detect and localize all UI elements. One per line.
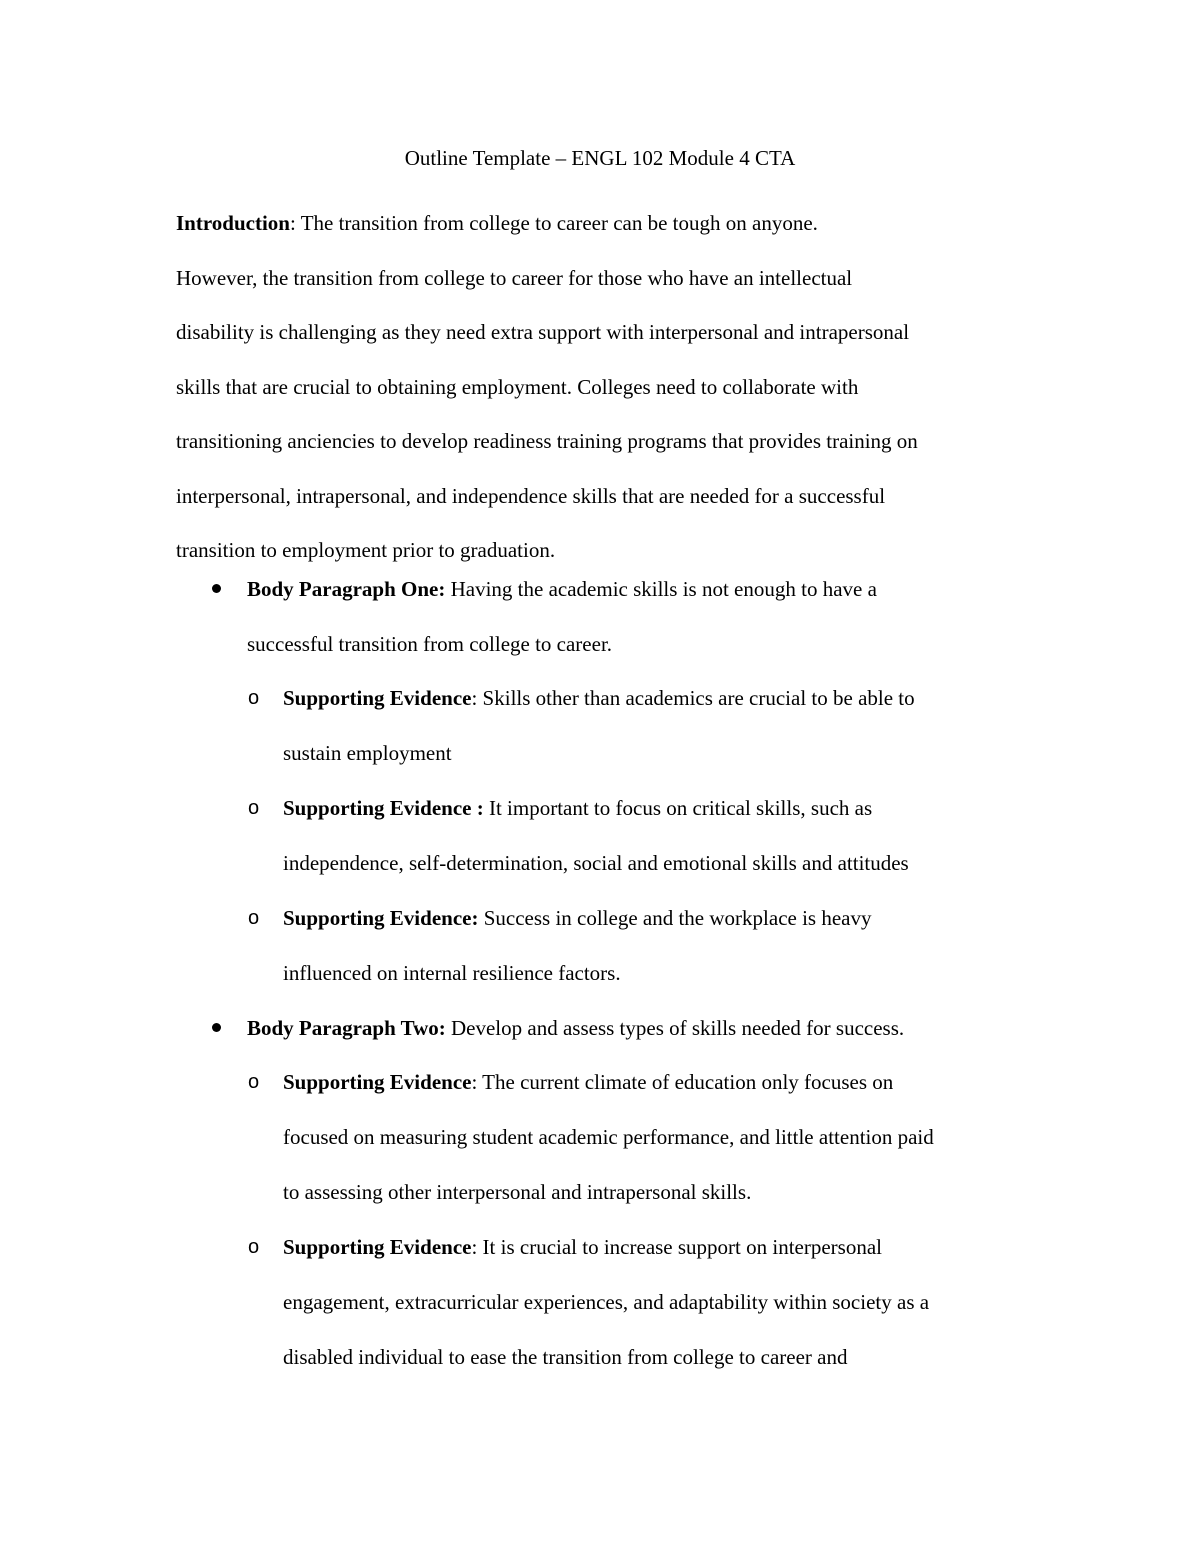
evidence-text-continued: to assessing other interpersonal and intrapersonal skills. (283, 1180, 752, 1204)
intro-line: transition to employment prior to graduation. (176, 538, 556, 562)
evidence-text-continued: independence, self-determination, social and emotional skills and attitudes (283, 851, 909, 875)
body-paragraph-one (247, 574, 877, 604)
evidence-text: : It is crucial to increase support on interpersonal (471, 1235, 883, 1259)
intro-line (176, 196, 1026, 251)
sub-bullet-icon: o (248, 907, 260, 929)
bullet-icon (212, 584, 221, 593)
supporting-evidence (283, 903, 872, 933)
evidence-label: Supporting Evidence (283, 1235, 472, 1259)
sub-bullet-icon: o (248, 687, 260, 709)
body-one-text: Having the academic skills is not enough to have a (445, 577, 877, 601)
evidence-label: Supporting Evidence (283, 686, 472, 710)
sub-bullet-icon: o (248, 797, 260, 819)
document-title: Outline Template – ENGL 102 Module 4 CTA (404, 146, 796, 170)
intro-line: skills that are crucial to obtaining employment. Colleges need to collaborate with (176, 374, 859, 399)
evidence-label: Supporting Evidence: (283, 906, 479, 930)
intro-line: interpersonal, intrapersonal, and independence skills that are needed for a successful (176, 483, 886, 508)
supporting-evidence (283, 1232, 882, 1262)
body-paragraph-two (247, 1013, 904, 1043)
bullet-icon (212, 1023, 221, 1032)
evidence-label: Supporting Evidence : (283, 796, 484, 820)
evidence-text-continued: focused on measuring student academic performance, and little attention paid (283, 1125, 934, 1149)
evidence-text-continued: sustain employment (283, 741, 452, 765)
evidence-text-continued: influenced on internal resilience factors. (283, 961, 621, 985)
evidence-text: : The current climate of education only focuses on (471, 1070, 894, 1094)
body-one-label: Body Paragraph One: (247, 577, 446, 601)
evidence-text: Success in college and the workplace is heavy (478, 906, 872, 930)
introduction-label: Introduction (176, 211, 290, 235)
intro-line: transitioning anciencies to develop readiness training programs that provides training on (176, 429, 918, 453)
body-two-label: Body Paragraph Two: (247, 1016, 446, 1040)
introduction-paragraph (176, 196, 1026, 578)
sub-bullet-icon: o (248, 1071, 260, 1093)
supporting-evidence (283, 683, 915, 713)
supporting-evidence (283, 1067, 893, 1097)
evidence-text: It important to focus on critical skills, such as (483, 796, 873, 820)
body-one-text-continued: successful transition from college to career. (247, 632, 613, 656)
body-two-text: Develop and assess types of skills needed for success. (445, 1016, 905, 1040)
intro-line: disability is challenging as they need extra support with interpersonal and intrapersonal (176, 320, 910, 344)
intro-text: : The transition from college to career can be tough on anyone. (289, 211, 818, 235)
sub-bullet-icon: o (248, 1236, 260, 1258)
evidence-text-continued: engagement, extracurricular experiences, and adaptability within society as a (283, 1290, 930, 1314)
evidence-label: Supporting Evidence (283, 1070, 472, 1094)
evidence-text-continued: disabled individual to ease the transition from college to career and (283, 1345, 848, 1369)
intro-line: However, the transition from college to career for those who have an intellectual (176, 265, 853, 290)
evidence-text: : Skills other than academics are crucial to be able to (471, 686, 915, 710)
supporting-evidence (283, 793, 872, 823)
